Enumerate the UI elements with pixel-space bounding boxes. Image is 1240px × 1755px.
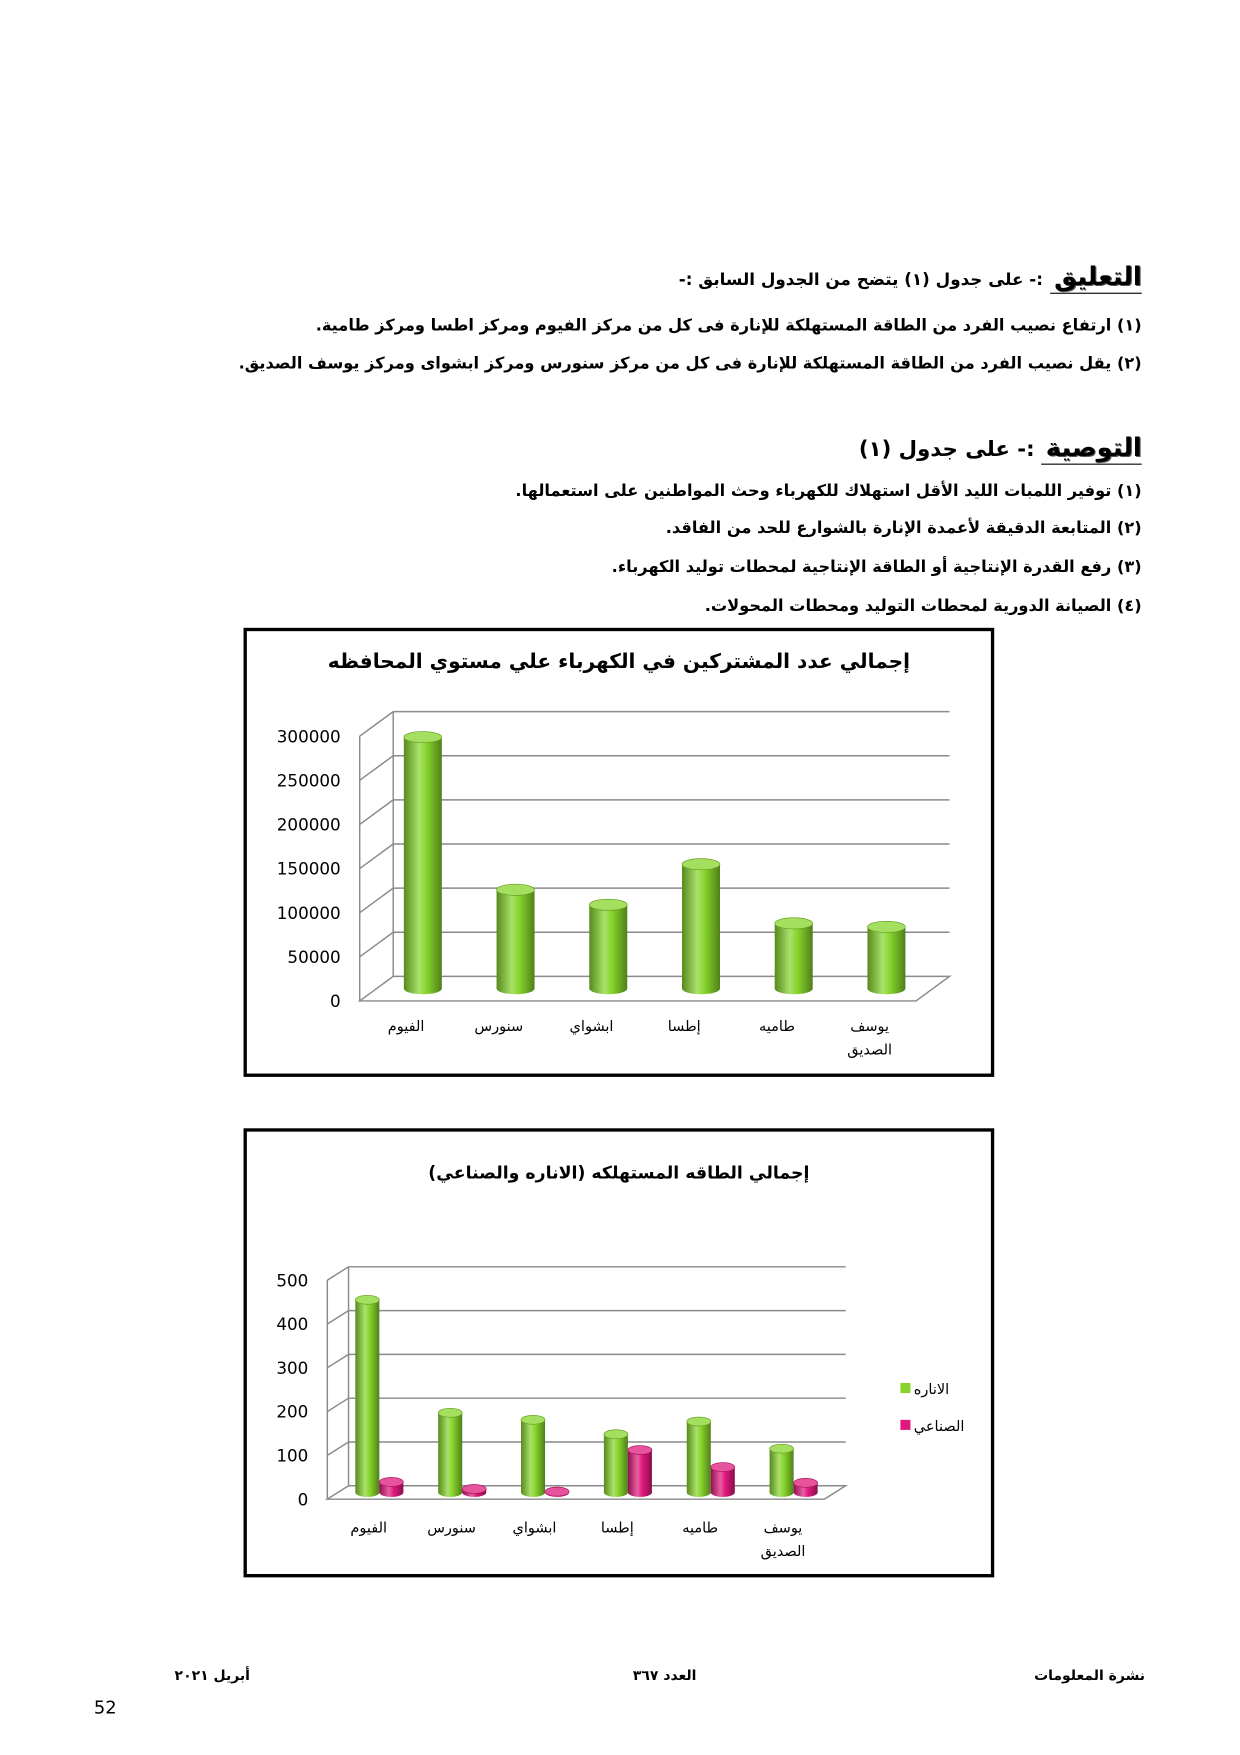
x-category-label <box>668 1019 701 1035</box>
bar <box>379 1477 403 1496</box>
bar-body <box>867 927 905 989</box>
bar-top <box>775 918 813 929</box>
bar-body <box>438 1413 462 1493</box>
recommendation-item: (٤) الصيانة الدورية لمحطات التوليد ومحطات المحولات. <box>704 597 1142 616</box>
recommendation-item: (١) توفير اللمبات الليد الأقل استهلاك للكهرباء وحث المواطنين على استعمالها. <box>515 482 1142 501</box>
x-category-label-line: ابشواي <box>569 1019 614 1036</box>
energy-chart <box>244 1128 995 1577</box>
y-tick-label: 300000 <box>276 726 341 747</box>
comment-item: (٢) يقل نصيب الفرد من الطاقة المستهلكة للإنارة فى كل من مركز سنورس ومركز ابشواى ومركز يوسف الصديق. <box>238 355 1142 374</box>
comment-item: (١) ارتفاع نصيب الفرد من الطاقة المستهلكة للإنارة فى كل من مركز الفيوم ومركز اطسا ومركز طامية. <box>315 317 1142 336</box>
gridline-side <box>360 932 394 957</box>
x-category-label-line: الصديق <box>760 1544 806 1561</box>
x-category-label <box>682 1521 718 1537</box>
energy-chart-plot <box>244 1128 995 1577</box>
bar-body <box>404 737 442 989</box>
chart-title: إجمالي عدد المشتركين في الكهرباء علي مستوي المحافظه <box>327 650 911 674</box>
bar <box>867 921 905 994</box>
gridline-side <box>360 800 394 825</box>
legend-item <box>900 1419 964 1435</box>
bar-body <box>497 890 535 989</box>
gridline-side <box>360 888 394 913</box>
bar-top <box>770 1444 794 1453</box>
bar <box>497 884 535 994</box>
chart-floor <box>360 976 950 1001</box>
subscribers-chart <box>244 628 995 1077</box>
recommendation-item: (٣) رفع القدرة الإنتاجية أو الطاقة الإنتاجية لمحطات توليد الكهرباء. <box>611 558 1142 577</box>
bar-top <box>794 1478 818 1487</box>
x-category-label-line: إطسا <box>600 1520 634 1537</box>
bar-body <box>628 1450 652 1492</box>
recommendation-item: (٢) المتابعة الدقيقة لأعمدة الإنارة بالشوارع للحد من الفاقد. <box>665 519 1142 538</box>
bar-top <box>711 1463 735 1472</box>
footer-publication: نشرة المعلومات <box>1034 1666 1146 1684</box>
bar <box>404 732 442 995</box>
bars <box>404 732 906 995</box>
gridline-side <box>327 1311 348 1324</box>
x-category-label <box>759 1019 795 1035</box>
recommendation-heading-intro: :- على جدول (١) <box>858 436 1035 462</box>
page-number: 52 <box>93 1696 117 1719</box>
gridline-side <box>360 844 394 869</box>
x-category-label-line: طاميه <box>758 1019 795 1036</box>
bar-top <box>521 1415 545 1424</box>
x-category-label-line: إطسا <box>667 1019 701 1036</box>
bar-top <box>604 1430 628 1439</box>
y-tick-label: 400 <box>276 1314 309 1335</box>
recommendation-heading <box>859 432 1142 467</box>
gridline-side <box>327 1442 348 1455</box>
bar <box>794 1478 818 1497</box>
x-category-label-line: سنورس <box>474 1019 524 1036</box>
x-category-label-line: الصديق <box>847 1042 893 1059</box>
gridline-side <box>360 756 394 781</box>
bar <box>687 1417 711 1497</box>
bar <box>628 1446 652 1497</box>
bars <box>355 1295 817 1497</box>
bar-body <box>775 923 813 988</box>
bar <box>462 1484 486 1496</box>
bar-top <box>404 732 442 743</box>
bar-body <box>589 905 627 989</box>
gridline-side <box>327 1398 348 1411</box>
gridlines <box>360 712 950 1001</box>
y-tick-label: 50000 <box>287 946 341 967</box>
bar <box>589 899 627 994</box>
bar-body <box>604 1434 628 1492</box>
x-category-label <box>427 1521 476 1537</box>
bar-top <box>682 859 720 870</box>
x-category-label <box>570 1019 614 1035</box>
bar <box>545 1487 569 1497</box>
x-category-label-line: يوسف <box>850 1019 890 1036</box>
bar-body <box>521 1420 545 1493</box>
bar-top <box>687 1417 711 1426</box>
comment-heading-intro: :- على جدول (١) يتضح من الجدول السابق :- <box>678 269 1043 290</box>
x-category-label <box>388 1019 425 1035</box>
gridline-side <box>327 1267 348 1280</box>
comment-heading-title: التعليق <box>1050 261 1142 293</box>
legend <box>900 1382 964 1435</box>
bar-body <box>682 864 720 988</box>
bar <box>604 1430 628 1497</box>
footer-date: أبريل ٢٠٢١ <box>174 1666 250 1684</box>
bar-top <box>438 1408 462 1417</box>
y-tick-label: 250000 <box>276 770 341 791</box>
bar <box>682 859 720 995</box>
legend-label: الاناره <box>913 1382 950 1399</box>
y-tick-label: 300 <box>276 1357 309 1378</box>
bar-top <box>355 1295 379 1304</box>
bar <box>775 918 813 994</box>
y-tick-label: 100000 <box>276 902 341 923</box>
bar-body <box>687 1422 711 1493</box>
x-category-label <box>512 1521 556 1537</box>
y-tick-label: 0 <box>330 991 341 1012</box>
y-tick-label: 150000 <box>276 858 341 879</box>
recommendation-heading-title: التوصية <box>1041 432 1141 464</box>
bar <box>711 1463 735 1497</box>
legend-swatch <box>900 1420 910 1430</box>
x-category-label <box>350 1521 387 1537</box>
x-category-label <box>474 1019 523 1035</box>
gridline-side <box>360 712 394 737</box>
bar-body <box>770 1449 794 1493</box>
x-category-label-line: الفيوم <box>387 1019 425 1036</box>
bar <box>355 1295 379 1497</box>
legend-label: الصناعي <box>913 1419 965 1436</box>
bar-top <box>589 899 627 910</box>
bar-top <box>628 1446 652 1455</box>
x-category-label-line: الفيوم <box>350 1520 388 1537</box>
bar <box>770 1444 794 1497</box>
legend-item <box>900 1382 949 1398</box>
y-tick-label: 500 <box>276 1270 309 1291</box>
x-category-label <box>601 1521 634 1537</box>
bar-top <box>545 1487 569 1496</box>
legend-swatch <box>900 1383 910 1393</box>
y-tick-label: 200 <box>276 1401 309 1422</box>
x-category-label-line: ابشواي <box>512 1520 557 1537</box>
bar-top <box>462 1484 486 1493</box>
y-tick-label: 0 <box>297 1489 309 1510</box>
subscribers-chart-plot <box>244 628 995 1077</box>
comment-heading <box>679 261 1142 296</box>
bar-top <box>497 884 535 895</box>
y-tick-label: 200000 <box>276 814 341 835</box>
gridlines <box>327 1267 845 1499</box>
x-category-label <box>761 1521 806 1560</box>
x-category-label-line: يوسف <box>763 1520 803 1537</box>
x-category-label <box>847 1019 892 1058</box>
bar-top <box>379 1477 403 1486</box>
chart-floor <box>327 1486 845 1499</box>
x-category-label-line: طاميه <box>682 1520 719 1537</box>
chart-title: إجمالي الطاقه المستهلكه (الاناره والصناعي) <box>428 1162 810 1184</box>
bar <box>521 1415 545 1497</box>
gridline-side <box>327 1354 348 1367</box>
footer-issue: العدد ٣٦٧ <box>632 1666 697 1684</box>
bar <box>438 1408 462 1497</box>
x-category-label-line: سنورس <box>427 1520 476 1537</box>
y-tick-label: 100 <box>276 1445 309 1466</box>
bar-top <box>867 921 905 932</box>
bar-body <box>355 1300 379 1493</box>
